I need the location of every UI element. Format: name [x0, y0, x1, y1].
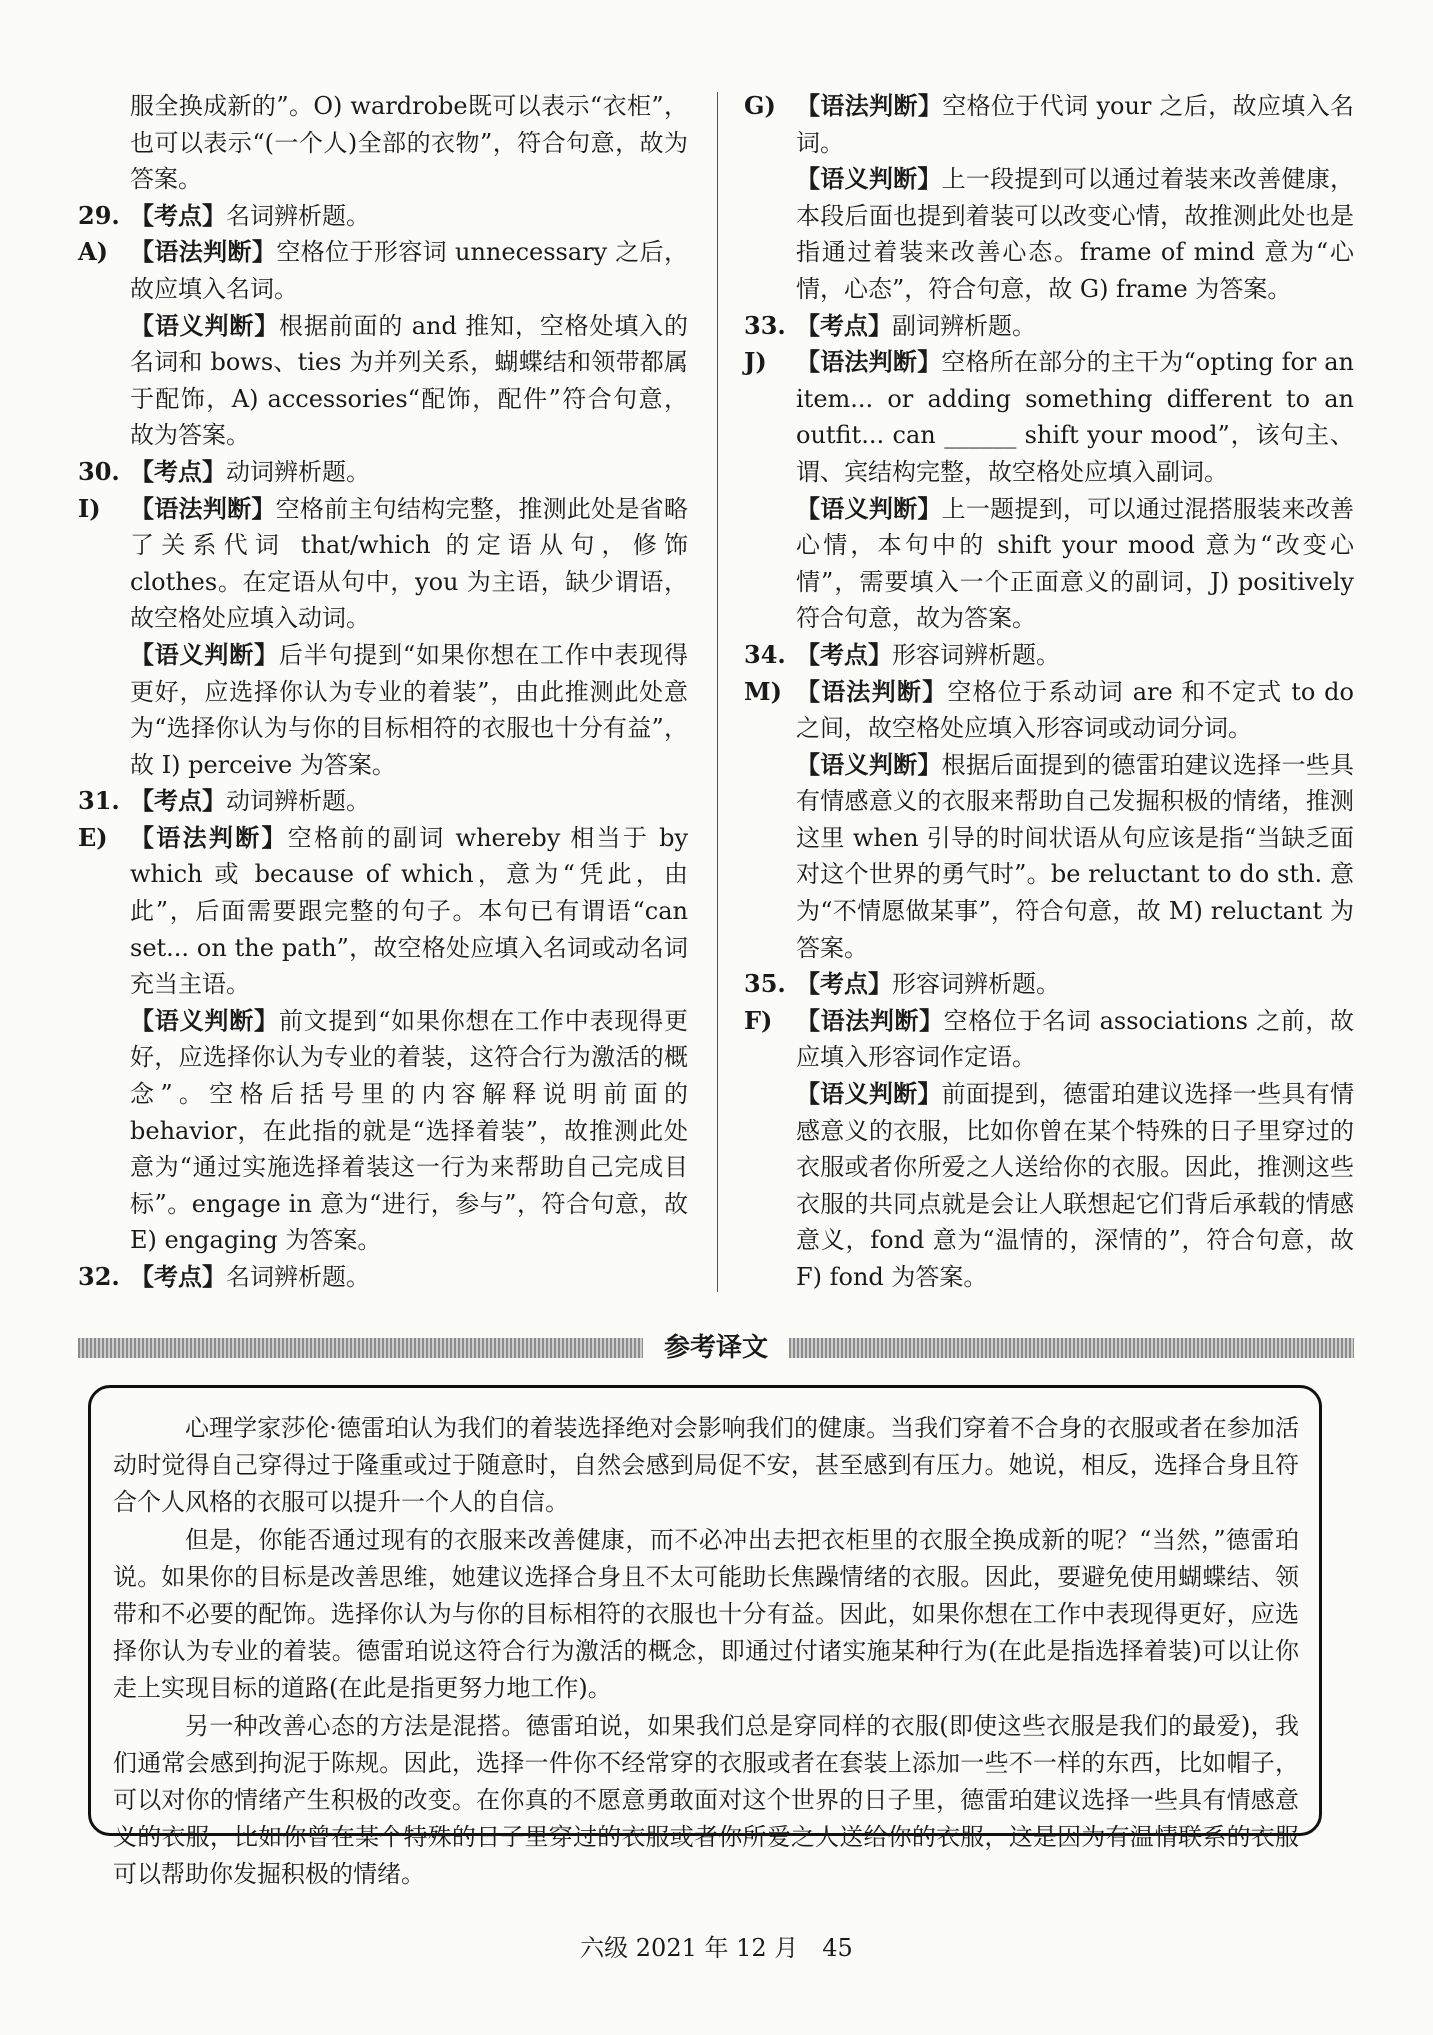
answer-item	[78, 491, 688, 637]
translation-text	[113, 1410, 1299, 1894]
item-text: 【考点】名词辨析题。	[130, 1262, 370, 1291]
item-label: 35.	[744, 969, 786, 999]
item-text: 【语法判断】空格位于系动词 are 和不定式 to do 之间，故空格处应填入形容词或动词分词。	[796, 676, 1354, 743]
explanation-paragraph: 服全换成新的”。O) wardrobe既可以表示“衣柜”，也可以表示“(一个人)全部的衣物”，符合句意，故为答案。	[130, 92, 688, 194]
explanation-paragraph: 【语义判断】根据后面提到的德雷珀建议选择一些具有情感意义的衣服来帮助自己发掘积极的情绪，推测这里 when 引导的时间状语从句应该是指“当缺乏面对这个世界的勇气时”。be reluctant to do sth. 意为“不情愿做某事”，符合句意，故 M) reluctant 为答案。	[796, 749, 1355, 962]
item-text: 【语法判断】空格前主句结构完整，推测此处是省略了关系代词 that/which 的定语从句，修饰 clothes。在定语从句中，you 为主语，缺少谓语，故空格处应填入动词。	[130, 493, 689, 633]
item-label: G)	[744, 91, 776, 120]
item-label: 32.	[78, 1262, 120, 1291]
translation-paragraph: 但是，你能否通过现有的衣服来改善健康，而不必冲出去把衣柜里的衣服全换成新的呢？“当然，”德雷珀说。如果你的目标是改善思维，她建议选择合身且不太可能助长焦躁情绪的衣服。因此，要避免使用蝴蝶结、领带和不必要的配饰。选择你认为与你的目标相符的衣服也十分有益。因此，如果你想在工作中表现得更好，应选择你认为专业的着装。德雷珀说这符合行为激活的概念，即通过付诸实施某种行为(在此是指选择着装)可以让你走上实现目标的道路(在此是指更努力地工作)。	[113, 1525, 1299, 1703]
item-label: A)	[78, 237, 108, 267]
answer-item	[78, 234, 688, 307]
explanation-paragraph: 【语义判断】上一题提到，可以通过混搭服装来改善心情，本句中的 shift your mood 意为“改变心情”，需要填入一个正面意义的副词，J) positively 符合句意，故为答案。	[796, 493, 1355, 633]
explanation-paragraph: 【语义判断】后半句提到“如果你想在工作中表现得更好，应选择你认为专业的着装”，由此推测此处意为“选择你认为与你的目标相符的衣服也十分有益”，故 I) perceive 为答案。	[130, 639, 688, 779]
item-label: E)	[78, 822, 108, 852]
answer-item	[78, 1259, 688, 1296]
item-label: 30.	[78, 456, 120, 486]
item-label: 29.	[78, 200, 120, 230]
item-label: I)	[78, 493, 101, 523]
answer-item	[744, 344, 1354, 490]
item-label: M)	[744, 676, 782, 706]
translation-title: 参考译文	[663, 1333, 768, 1363]
answer-item	[78, 783, 688, 820]
explanation-paragraph: 【语义判断】上一段提到可以通过着装来改善健康，本段后面也提到着装可以改变心情，故推测此处也是指通过着装来改善心态。frame of mind 意为“心情，心态”，符合句意，故 G) frame 为答案。	[796, 164, 1355, 303]
item-label: F)	[744, 1005, 773, 1035]
item-text: 【考点】形容词辨析题。	[796, 639, 1060, 669]
header-rule-left	[78, 1338, 643, 1358]
explanation-paragraph: 【语义判断】前文提到“如果你想在工作中表现得更好，应选择你认为专业的着装，这符合行为激活的概念”。空格后括号里的内容解释说明前面的 behavior，在此指的就是“选择着装”，故推测此处意为“通过实施选择着装这一行为来帮助自己完成目标”。engage in 意为“进行，参与”，符合句意，故 E) engaging 为答案。	[130, 1005, 688, 1255]
item-text: 【考点】名词辨析题。	[130, 200, 370, 230]
translation-paragraph: 另一种改善心态的方法是混搭。德雷珀说，如果我们总是穿同样的衣服(即使这些衣服是我们的最爱)，我们通常会感到拘泥于陈规。因此，选择一件你不经常穿的衣服或者在套装上添加一些不一样的东西，比如帽子，可以对你的情绪产生积极的改变。在你真的不愿意勇敢面对这个世界的日子里，德雷珀建议选择一些具有情感意义的衣服，比如你曾在某个特殊的日子里穿过的衣服或者你所爱之人送给你的衣服，这是因为有温情联系的衣服可以帮助你发掘积极的情绪。	[113, 1711, 1299, 1889]
item-text: 【考点】形容词辨析题。	[796, 969, 1060, 999]
explanation-paragraph: 【语义判断】根据前面的 and 推知，空格处填入的名词和 bows、ties 为并列关系，蝴蝶结和领带都属于配饰，A) accessories“配饰，配件”符合句意，故为答案。	[130, 310, 688, 450]
item-text: 【考点】副词辨析题。	[796, 310, 1036, 340]
item-label: 34.	[744, 639, 786, 669]
item-text: 【语法判断】空格位于名词 associations 之前，故应填入形容词作定语。	[796, 1005, 1355, 1072]
answer-item	[744, 637, 1354, 674]
item-text: 【考点】动词辨析题。	[130, 786, 370, 816]
translation-paragraph: 心理学家莎伦·德雷珀认为我们的着装选择绝对会影响我们的健康。当我们穿着不合身的衣服或者在参加活动时觉得自己穿得过于隆重或过于随意时，自然会感到局促不安，甚至感到有压力。她说，相反，选择合身且符合个人风格的衣服可以提升一个人的自信。	[113, 1414, 1299, 1517]
item-text: 【语法判断】空格前的副词 whereby 相当于 by which 或 because of which，意为“凭此，由此”，后面需要跟完整的句子。本句已有谓语“can set... on the path”，故空格处应填入名词或动名词充当主语。	[130, 822, 688, 999]
item-text: 【语法判断】空格所在部分的主干为“opting for an item... or adding something different to an outfit... can ______ shift your mood”，该句主、谓、宾结构完整，故空格处应填入副词。	[796, 347, 1354, 486]
answer-item	[744, 674, 1354, 747]
answer-item	[78, 820, 688, 1003]
answer-item	[744, 88, 1354, 161]
column-divider	[717, 92, 718, 1292]
page-footer: 六级 2021 年 12 月 45	[580, 1934, 853, 1962]
left-column	[78, 88, 688, 1296]
explanation-paragraph: 【语义判断】前面提到，德雷珀建议选择一些具有情感意义的衣服，比如你曾在某个特殊的日子里穿过的衣服或者你所爱之人送给你的衣服。因此，推测这些衣服的共同点就是会让人联想起它们背后承载的情感意义，fond 意为“温情的，深情的”，符合句意，故 F) fond 为答案。	[796, 1079, 1355, 1291]
item-label: 33.	[744, 310, 786, 340]
answer-item	[744, 1003, 1354, 1076]
right-column	[744, 88, 1354, 1296]
item-label: 31.	[78, 786, 120, 816]
header-rule-right	[789, 1338, 1354, 1358]
translation-header	[78, 1332, 1354, 1364]
answer-item	[744, 966, 1354, 1003]
item-text: 【语法判断】空格位于形容词 unnecessary 之后，故应填入名词。	[130, 237, 688, 303]
item-text: 【考点】动词辨析题。	[130, 456, 370, 486]
answer-item	[744, 308, 1354, 345]
answer-item	[78, 454, 688, 491]
item-label: J)	[744, 347, 767, 377]
item-text: 【语法判断】空格位于代词 your 之后，故应填入名词。	[796, 91, 1354, 157]
translation-box	[88, 1385, 1322, 1889]
answer-item	[78, 198, 688, 235]
